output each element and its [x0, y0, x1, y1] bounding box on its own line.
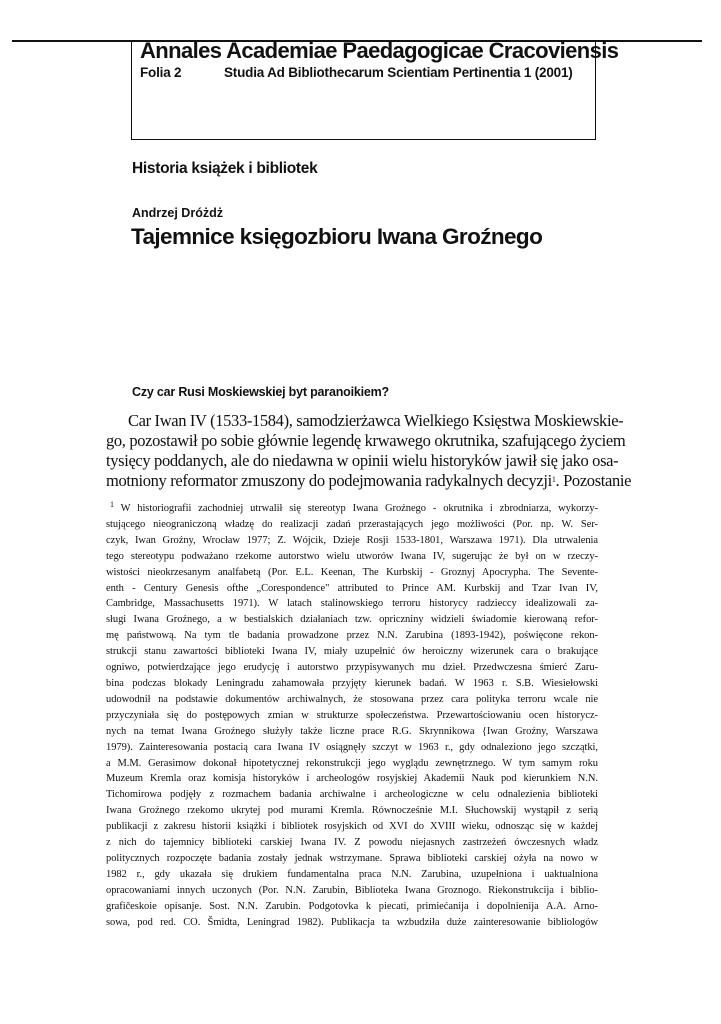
body-line-last — [106, 471, 632, 491]
footnote-block — [106, 501, 598, 930]
footnote-marker: 1 — [110, 501, 114, 509]
footnote-line: a M.M. Gerasimow dokonał hipotetycznej rekonstrukcji jego wyglądu zewnętrznego. W tym samym roku — [106, 757, 598, 769]
footnote-line: sługi Iwana Groźnego, a w bestialskich działaniach tzw. opriczniny widzieli świadomie kierowaną refor- — [106, 614, 598, 626]
footnote-line: mę państwową. Na tym tle badania prowadzone przez N.N. Zarubina (1893-1942), poświęcone rekon- — [106, 630, 598, 642]
footnote-line: publikacji z zakresu historii książki i bibliotek rosyjskich od XVI do XVIII wieku, odnosząc się w każdej — [106, 821, 598, 833]
body-paragraph — [106, 411, 632, 491]
footnote-line: bina podczas blokady Leningradu zahamowała przyjęty kierunek badań. W 1963 r. S.B. Wiesiełowski — [106, 677, 598, 689]
footnote-line: politycznych rozpoczęte badania zostały jednak wstrzymane. Sprawa biblioteki carskiej ożyła na nowo w — [106, 852, 598, 864]
folio-number: Folia 2 — [140, 65, 182, 80]
footnote-line: Muzeum Kremla oraz komisja historyków i archeologów rosyjskiej Akademii Nauk pod kierunkiem N.N. — [106, 773, 598, 785]
footnote-line: udowodnił na podstawie dokumentów archiwalnych, że stosowana przez cara polityka terroru wcale nie — [106, 693, 598, 705]
footnote-line: wistości nieokrzesanym analfabetą (Por. E.L. Keenan, The Kurbskij - Groznyj Apocrypha. The Sevente- — [106, 566, 598, 578]
footnote-reference: 1 — [551, 475, 556, 484]
footnote-line: 1979). Zainteresowania postacią cara Iwana IV osiągnęły szczyt w 1963 r., gdy odnaleziono jego szczątki, — [106, 741, 598, 753]
footnote-line: 1982 r., gdy ukazała się drukiem fundamentalna praca N.N. Zarubina, uzupełniona i uaktualniona — [106, 868, 598, 880]
footnote-line: opracowaniami innych uczonych (Por. N.N. Zarubin, Biblioteka Iwana Groznogo. Riekonstrukcija i biblio- — [106, 884, 598, 896]
body-line: go, pozostawił po sobie głównie legendę krwawego okrutnika, szafującego życiem — [106, 431, 626, 450]
journal-title: Annales Academiae Paedagogicae Cracoviensis — [140, 38, 619, 63]
author-name: Andrzej Dróżdż — [132, 206, 223, 220]
folio-line — [140, 65, 573, 80]
subheading: Czy car Rusi Moskiewskiej byt paranoikiem? — [132, 385, 389, 399]
body-line-tail: . Pozostanie — [555, 471, 632, 490]
footnote-line: Cambridge, Massachusetts 1971). W latach stalinowskiego terroru historycy radzieccy idealizowali za- — [106, 598, 598, 610]
footnote-line: przyczyniała się do postępowych zmian w strukturze społeczeństwa. Przewartościowaniu ocen historycz- — [106, 709, 598, 721]
footnote-line: sowa, pod red. CO. Šmidta, Leningrad 1982). Publikacja ta wzbudziła duże zainteresowanie bibliologów — [106, 916, 598, 928]
series-title: Studia Ad Bibliothecarum Scientiam Pertinentia 1 (2001) — [224, 65, 573, 80]
section-title: Historia książek i bibliotek — [132, 160, 318, 177]
article-title: Tajemnice księgozbioru Iwana Groźnego — [131, 224, 543, 249]
journal-header — [131, 38, 619, 140]
footnote-line: strukcji stanu zawartości biblioteki Iwana IV, miały uzupełnić ów heroiczny wizerunek cara o brakujące — [106, 646, 598, 658]
footnote-line: czyk, Iwan Groźny, Wrocław 1977; Z. Wójcik, Dzieje Rosji 1533-1801, Warszawa 1971). Dla utrwalenia — [106, 534, 598, 546]
footnote-line: stującego nieograniczoną władzę do realizacji zadań przerastających jego możliwości (Por. np. W. Ser- — [106, 518, 598, 530]
footnote-line: Tichomirowa podjęły z rozmachem badania archiwalne i archeologiczne w celu odnalezienia biblioteki — [106, 789, 598, 801]
footnote-line: nych na temat Iwana Groźnego służyły także liczne prace R.G. Skrynnikowa {Iwan Groźny, Warszawa — [106, 725, 598, 737]
footnote-line: Iwana Groźnego rzekomo ukrytej pod murami Kremla. Równocześnie M.I. Słuchowskij wystąpił z serią — [106, 805, 598, 817]
footnote-line: grafičeskoie opisanje. Sost. N.N. Zarubin. Podgotovka k piecati, primiećanija i dopolnienija A.A. Arno- — [106, 900, 598, 912]
footnote-line: enth - Century Genesis ofthe „Corespondence" attributed to Prince AM. Kurbskij and Tzar Ivan IV, — [106, 582, 598, 594]
footnote-line: z nich do tajemnicy biblioteki carskiej Iwana IV. Z powodu niejasnych zastrzeżeń ówczesnych władz — [106, 837, 598, 849]
footnote-line: $^1$ W historiografii zachodniej utrwalił się stereotyp Iwana Groźnego - okrutnika i zbrodniarza, wykorzy- — [110, 501, 598, 514]
footnote-line: ogniwo, potwierdzające jego erudycję i autorstwo przypisywanych mu dzieł. Przedwczesna śmierć Zaru- — [106, 662, 598, 674]
footnote-line: tego stereotypu podważano rzekome autorstwo wielu utworów Iwana IV, sugerując że był on w rzeczy- — [106, 550, 598, 562]
body-line: Car Iwan IV (1533-1584), samodzierżawca Wielkiego Księstwa Moskiewskie- — [128, 411, 624, 430]
body-line-text: motniony reformator zmuszony do podejmowania radykalnych decyzji — [106, 471, 552, 490]
body-line: tysięcy poddanych, ale do niedawna w opinii wielu historyków jawił się jako osa- — [106, 451, 619, 470]
